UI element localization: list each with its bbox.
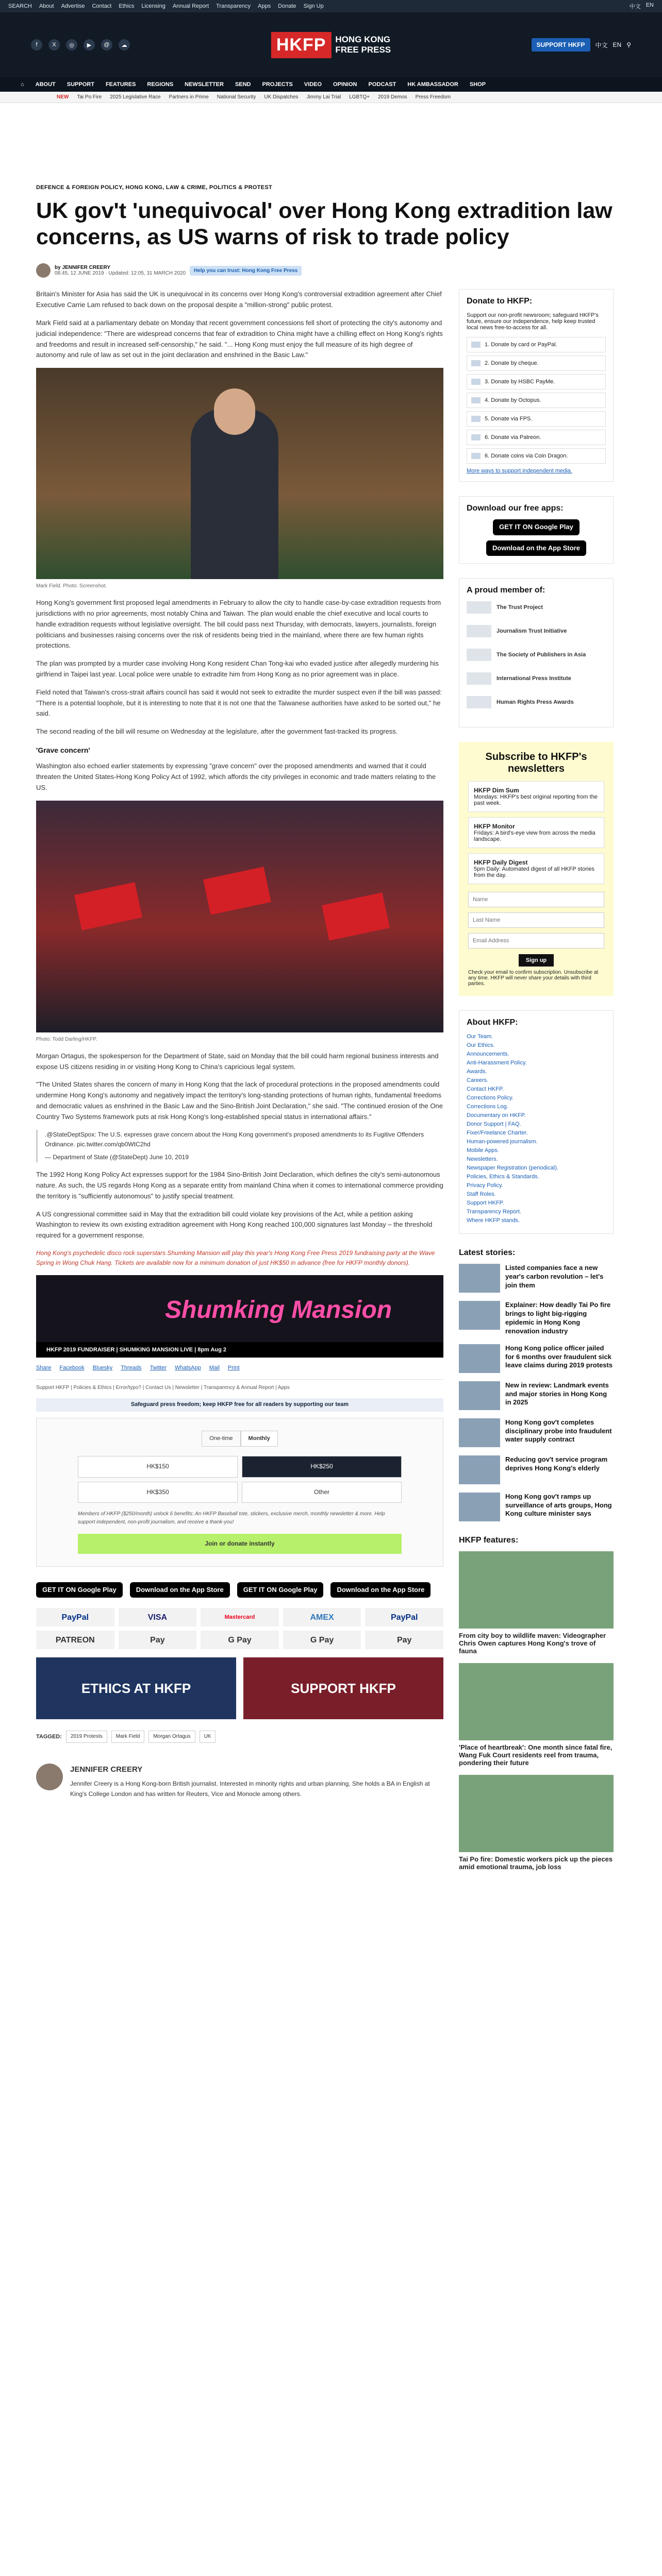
story-thumbnail bbox=[459, 1418, 500, 1447]
nav-shop[interactable]: SHOP bbox=[469, 81, 486, 88]
donate-option[interactable]: 2. Donate by cheque. bbox=[467, 355, 606, 371]
amount-option[interactable]: HK$150 bbox=[78, 1456, 238, 1477]
join-donate-button[interactable]: Join or donate instantly bbox=[78, 1534, 402, 1554]
latest-story[interactable] bbox=[459, 1301, 614, 1336]
ticker-item[interactable]: Tai Po Fire bbox=[77, 94, 102, 100]
about-link[interactable]: Mobile Apps. bbox=[467, 1147, 499, 1154]
app-store-badge[interactable]: Download on the App Store bbox=[130, 1582, 230, 1598]
newsletter-option[interactable]: HKFP Daily Digest 5pm Daily: Automated digest of all HKFP stories from the day. bbox=[468, 853, 604, 884]
header-lang-en[interactable]: EN bbox=[613, 41, 622, 48]
header-lang-zh[interactable]: 中文 bbox=[595, 41, 608, 49]
donate-widget bbox=[36, 1418, 443, 1567]
story-thumbnail bbox=[459, 1264, 500, 1293]
ticker-item[interactable]: UK Dispatches bbox=[264, 94, 299, 100]
ipi-logo bbox=[467, 672, 491, 685]
top-licensing[interactable]: Licensing bbox=[141, 3, 166, 9]
fundraiser-banner[interactable] bbox=[36, 1275, 443, 1358]
paragraph: The 1992 Hong Kong Policy Act expresses support for the 1984 Sino-British Joint Declaration, which defines the city's semi-autonomous nature. As such, the US regards Hong Kong as a separate entity from mainland China when it comes to international commerce providing the territory is "sufficiently autonomous" to justify special treatment. bbox=[36, 1171, 443, 1200]
story-title: Explainer: How deadly Tai Po fire brings to light big-rigging epidemic in Hong Kong renovation industry bbox=[505, 1301, 611, 1335]
top-annual[interactable]: Annual Report bbox=[172, 3, 209, 9]
mastercard-icon[interactable]: Mastercard bbox=[201, 1608, 279, 1626]
ethics-promo[interactable]: ETHICS AT HKFP bbox=[36, 1657, 236, 1719]
paragraph: The plan was prompted by a murder case involving Hong Kong resident Chan Tong-kai who evaded justice after allegedly murdering his girlfriend in Taipei last year. Local police were unable to extradite him from Hong Kong as no prior agreement was in place. bbox=[36, 659, 439, 679]
top-apps[interactable]: Apps bbox=[258, 3, 271, 9]
story-title: Listed companies face a new year's carbon revolution – let's join them bbox=[505, 1264, 604, 1289]
about-link[interactable]: Anti-Harassment Policy. bbox=[467, 1060, 527, 1066]
donate-option[interactable]: 6. Donate via Patreon. bbox=[467, 430, 606, 445]
apps-card bbox=[459, 496, 614, 564]
feature-image bbox=[459, 1551, 614, 1629]
share-print[interactable]: Print bbox=[227, 1365, 240, 1371]
paragraph: A US congressional committee said in May that the extradition bill could violate key provisions of the Act, while a petition asking Washington to review its own existing extradition agreement with Hong Kong reached 100,000 signatures last Monday – the threshold required for a government response. bbox=[36, 1210, 433, 1240]
share-whatsapp[interactable]: WhatsApp bbox=[174, 1365, 201, 1371]
x-icon[interactable]: X bbox=[48, 39, 60, 50]
apple-pay-icon[interactable]: Pay bbox=[365, 1631, 443, 1649]
about-card bbox=[459, 1010, 614, 1234]
story-thumbnail bbox=[459, 1381, 500, 1410]
ticker-item[interactable]: National Security bbox=[217, 94, 256, 100]
donate-option[interactable]: 3. Donate by HSBC PayMe. bbox=[467, 374, 606, 389]
latest-stories bbox=[459, 1248, 614, 1521]
share-facebook[interactable]: Facebook bbox=[59, 1365, 85, 1371]
about-link[interactable]: Where HKFP stands. bbox=[467, 1217, 520, 1224]
google-pay-icon[interactable]: G Pay bbox=[201, 1631, 279, 1649]
paragraph: Washington also echoed earlier statements by expressing "grave concern" over the proposed amendments and warned that it could threaten the United States-Hong Kong Policy Act of 1992, which affords the city privileges in economic and trade matters relating to the US. bbox=[36, 762, 436, 791]
article-dates: 08:45, 12 JUNE 2019 · Updated: 12:05, 31 MARCH 2020 bbox=[55, 270, 186, 277]
member-item[interactable]: Journalism Trust Initiative bbox=[467, 625, 606, 637]
support-hkfp-button[interactable]: SUPPORT HKFP bbox=[532, 38, 590, 52]
share-twitter[interactable]: Twitter bbox=[150, 1365, 167, 1371]
latest-story[interactable] bbox=[459, 1381, 614, 1410]
feature-title: Tai Po fire: Domestic workers pick up the pieces amid emotional trauma, job loss bbox=[459, 1855, 613, 1871]
feature-title: 'Place of heartbreak': One month since fatal fire, Wang Fuk Court residents reel from trauma, pondering their future bbox=[459, 1743, 613, 1767]
photo-caption: Photo: Todd Darling/HKFP. bbox=[36, 1036, 97, 1042]
about-link[interactable]: Transparency Report. bbox=[467, 1209, 521, 1215]
about-link[interactable]: Documentary on HKFP. bbox=[467, 1112, 526, 1119]
share-label: Share bbox=[36, 1365, 52, 1371]
toggle-monthly[interactable]: Monthly bbox=[241, 1431, 278, 1447]
jti-logo bbox=[467, 625, 491, 637]
main-nav bbox=[0, 77, 662, 92]
amount-option[interactable]: HK$350 bbox=[78, 1482, 238, 1503]
article-title: UK gov't 'unequivocal' over Hong Kong extradition law concerns, as US warns of risk to trade policy bbox=[36, 198, 613, 249]
donate-option[interactable]: 1. Donate by card or PayPal. bbox=[467, 337, 606, 352]
member-item[interactable]: The Society of Publishers in Asia bbox=[467, 649, 606, 661]
top-about[interactable]: About bbox=[39, 3, 54, 9]
help-trust-button[interactable]: Help you can trust: Hong Kong Free Press bbox=[190, 266, 302, 276]
hrpa-logo bbox=[467, 696, 491, 708]
story-thumbnail bbox=[459, 1301, 500, 1330]
tag[interactable]: 2019 Protests bbox=[66, 1731, 107, 1743]
about-link[interactable]: Human-powered journalism. bbox=[467, 1139, 538, 1145]
article-body bbox=[36, 289, 443, 1878]
facebook-icon[interactable]: f bbox=[31, 39, 42, 50]
feature-story[interactable] bbox=[459, 1663, 614, 1767]
nav-ambassador[interactable]: HK AMBASSADOR bbox=[407, 81, 458, 88]
about-link[interactable]: Corrections Log. bbox=[467, 1104, 508, 1110]
feature-story[interactable] bbox=[459, 1775, 614, 1871]
newsletter-signup bbox=[459, 742, 614, 996]
paragraph: The second reading of the bill will resume on Wednesday at the legislature, after the government fast-tracked its progress. bbox=[36, 727, 398, 736]
feature-image bbox=[459, 1775, 614, 1852]
article-categories[interactable]: DEFENCE & FOREIGN POLICY, HONG KONG, LAW & CRIME, POLITICS & PROTEST bbox=[36, 184, 272, 191]
bluesky-icon[interactable]: ☁ bbox=[119, 39, 130, 50]
author-avatar bbox=[36, 1764, 63, 1790]
ticker-item[interactable]: LGBTQ+ bbox=[349, 94, 370, 100]
features bbox=[459, 1536, 614, 1871]
photo-caption: Mark Field. Photo: Screenshot. bbox=[36, 583, 107, 589]
about-link[interactable]: Fixer/Freelance Charter. bbox=[467, 1130, 528, 1137]
fundraiser-note: Hong Kong's psychedelic disco rock superstars Shumking Mansion will play this year's Hong Kong Free Press 2019 fundraising party at the Wave Spring in Wong Chuk Hang. Tickets are available now for a minimum donation of just HK$50 in advance (free for HKFP monthly donors). bbox=[36, 1249, 435, 1267]
newsletter-option[interactable]: HKFP Dim Sum Mondays: HKFP's best original reporting from the past week. bbox=[468, 781, 604, 812]
google-play-badge[interactable]: GET IT ON Google Play bbox=[237, 1582, 324, 1598]
nav-regions[interactable]: REGIONS bbox=[147, 81, 174, 88]
app-store-badge[interactable]: Download on the App Store bbox=[330, 1582, 431, 1598]
tag[interactable]: Mark Field bbox=[111, 1731, 145, 1743]
nav-opinion[interactable]: OPINION bbox=[333, 81, 357, 88]
ticker-item[interactable]: Partners in Prime bbox=[169, 94, 209, 100]
story-title: Hong Kong gov't completes disciplinary probe into fraudulent water supply contract bbox=[505, 1418, 612, 1444]
nav-home-icon[interactable]: ⌂ bbox=[21, 81, 24, 88]
story-title: Reducing gov't service program deprives Hong Kong's elderly bbox=[505, 1455, 608, 1472]
logo-box: HKFP bbox=[271, 32, 332, 58]
tweet-text: .@StateDeptSpox: The U.S. expresses grave concern about the Hong Kong government's proposed amendments to its Fugitive Offenders Ordinance. pic.twitter.com/qb0WtC2hd bbox=[45, 1130, 424, 1148]
mark-field-photo bbox=[36, 368, 443, 579]
story-thumbnail bbox=[459, 1455, 500, 1484]
feature-story[interactable] bbox=[459, 1551, 614, 1655]
latest-title: Latest stories: bbox=[459, 1248, 516, 1258]
app-store-badge[interactable]: Download on the App Store bbox=[486, 540, 586, 556]
about-link[interactable]: Privacy Policy. bbox=[467, 1182, 503, 1189]
about-link[interactable]: Awards. bbox=[467, 1069, 487, 1075]
tag[interactable]: Morgan Ortagus bbox=[148, 1731, 195, 1743]
ticker-item[interactable]: Press Freedom bbox=[415, 94, 451, 100]
feature-title: From city boy to wildlife maven: Videographer Chris Owen captures Hong Kong's trove of fauna bbox=[459, 1631, 606, 1655]
logo-text: HONG KONG FREE PRESS bbox=[335, 35, 391, 55]
author-box-name[interactable]: JENNIFER CREERY bbox=[70, 1765, 143, 1774]
nav-about[interactable]: ABOUT bbox=[35, 81, 56, 88]
amex-icon[interactable]: AMEX bbox=[283, 1608, 361, 1626]
share-bluesky[interactable]: Bluesky bbox=[92, 1365, 113, 1371]
paragraph: Hong Kong's government first proposed legal amendments in February to allow the city to handle case-by-case extradition requests from jurisdictions with no prior agreements, most notably China and Taiwan. The plan would enable the chief executive and local courts to handle extradition requests without legislative oversight. The bill could pass next Thursday, with democrats, lawyers, journalists, foreign politicians and businesses raising concerns over the risk of residents being tried in the mainland, where there are few human rights protections. bbox=[36, 599, 441, 650]
banner-title: Shumking Mansion bbox=[165, 1296, 392, 1324]
donate-note: Members of HKFP ($250/month) unlock 6 benefits: An HKFP Baseball tote, stickers, exclusive merch, monthly newsletter & more. Help support independent, non-profit journalism, and receive a thank-you! bbox=[78, 1511, 385, 1525]
donate-card bbox=[459, 289, 614, 482]
donate-option[interactable]: 4. Donate by Octopus. bbox=[467, 393, 606, 408]
member-item[interactable]: The Trust Project bbox=[467, 601, 606, 614]
latest-story[interactable] bbox=[459, 1418, 614, 1447]
top-donate[interactable]: Donate bbox=[278, 3, 296, 9]
top-bar bbox=[0, 0, 662, 12]
subs-title: Subscribe to HKFP's newsletters bbox=[485, 751, 587, 775]
donate-option[interactable]: 6. Donate coins via Coin Dragon. bbox=[467, 448, 606, 464]
ticker-item[interactable]: Jimmy Lai Trial bbox=[306, 94, 341, 100]
author-name[interactable]: by JENNIFER CREERY bbox=[55, 265, 110, 271]
story-thumbnail bbox=[459, 1493, 500, 1521]
about-title: About HKFP: bbox=[467, 1018, 518, 1027]
about-link[interactable]: Policies, Ethics & Standards. bbox=[467, 1174, 539, 1180]
site-header bbox=[0, 12, 662, 77]
donate-title: Donate to HKFP: bbox=[467, 297, 533, 306]
nav-video[interactable]: VIDEO bbox=[304, 81, 322, 88]
about-link[interactable]: Our Ethics. bbox=[467, 1042, 495, 1049]
threads-icon[interactable]: @ bbox=[101, 39, 112, 50]
lang-zh[interactable]: 中文 bbox=[629, 4, 641, 10]
donate-more-link[interactable]: More ways to support independent media. bbox=[467, 468, 572, 474]
features-title: HKFP features: bbox=[459, 1535, 519, 1545]
about-link[interactable]: Careers. bbox=[467, 1077, 489, 1084]
google-pay-icon[interactable]: G Pay bbox=[283, 1631, 361, 1649]
google-play-badge[interactable]: GET IT ON Google Play bbox=[493, 519, 580, 535]
latest-story[interactable] bbox=[459, 1455, 614, 1484]
about-link[interactable]: Newspaper Registration (periodical). bbox=[467, 1165, 558, 1172]
about-link[interactable]: Announcements. bbox=[467, 1051, 509, 1058]
top-ethics[interactable]: Ethics bbox=[119, 3, 135, 9]
top-advertise[interactable]: Advertise bbox=[61, 3, 85, 9]
patreon-icon[interactable]: PATREON bbox=[36, 1631, 114, 1649]
sopa-logo bbox=[467, 649, 491, 661]
about-link[interactable]: Contact HKFP. bbox=[467, 1086, 504, 1093]
member-item[interactable]: International Press Institute bbox=[467, 672, 606, 685]
banner-bar: HKFP 2019 FUNDRAISER | SHUMKING MANSION LIVE | 8pm Aug 2 bbox=[36, 1342, 443, 1358]
share-row bbox=[36, 1364, 443, 1373]
amount-other[interactable]: Other bbox=[242, 1482, 402, 1503]
nav-send[interactable]: SEND bbox=[235, 81, 251, 88]
last-name-field[interactable] bbox=[468, 912, 604, 928]
nav-features[interactable]: FEATURES bbox=[105, 81, 136, 88]
about-link[interactable]: Our Team. bbox=[467, 1033, 493, 1040]
share-mail[interactable]: Mail bbox=[209, 1365, 220, 1371]
name-field[interactable] bbox=[468, 892, 604, 907]
story-title: Hong Kong police officer jailed for 6 months over fraudulent sick leave claims during 2019 protests bbox=[505, 1344, 613, 1369]
ticker-item[interactable]: 2019 Demos bbox=[377, 94, 407, 100]
proud-title: A proud member of: bbox=[467, 586, 545, 595]
site-logo[interactable] bbox=[271, 32, 391, 58]
trust-project-logo bbox=[467, 601, 491, 614]
lang-en[interactable]: EN bbox=[646, 2, 654, 8]
paragraph: Mark Field said at a parliamentary debate on Monday that recent government concessions fell short of protecting the city's autonomy and judicial independence: "There are widespread concerns that fear of extradition to China might have a chilling effect on Hong Kong's rights and freedoms and result in increased self-censorship," he said. "... Hong Kong must enjoy the full measure of its high degree of autonomy and rule of law as set out in the joint declaration and enshrined in the Basic Law." bbox=[36, 319, 443, 359]
latest-story[interactable] bbox=[459, 1264, 614, 1293]
app-badges bbox=[36, 1582, 443, 1598]
paragraph: Field noted that Taiwan's cross-strait affairs council has said it would not seek to extradite the murder suspect even if the bill was passed: "There is a potential loophole, but it is interesting to note that it is not one that the Taiwanese authorities have asked to be sorted out," he said. bbox=[36, 688, 442, 718]
latest-story[interactable] bbox=[459, 1493, 614, 1521]
author-avatar bbox=[36, 263, 51, 278]
youtube-icon[interactable]: ▶ bbox=[84, 39, 95, 50]
top-search[interactable]: SEARCH bbox=[8, 3, 32, 9]
about-link[interactable]: Corrections Policy. bbox=[467, 1095, 514, 1101]
search-icon[interactable]: ⚲ bbox=[626, 41, 631, 48]
about-link[interactable]: Staff Roles. bbox=[467, 1191, 496, 1198]
nav-projects[interactable]: PROJECTS bbox=[262, 81, 293, 88]
support-promo[interactable]: SUPPORT HKFP bbox=[243, 1657, 443, 1719]
tweet-author: — Department of State (@StateDept) June 10, 2019 bbox=[45, 1153, 189, 1161]
latest-story[interactable] bbox=[459, 1344, 614, 1373]
member-item[interactable]: Human Rights Press Awards bbox=[467, 696, 606, 708]
protest-photo bbox=[36, 801, 443, 1032]
story-thumbnail bbox=[459, 1344, 500, 1373]
sidebar bbox=[459, 289, 614, 1878]
author-box bbox=[36, 1764, 443, 1799]
signup-button[interactable]: Sign up bbox=[519, 954, 554, 967]
ticker-label: NEW bbox=[57, 94, 69, 100]
embedded-tweet[interactable] bbox=[36, 1130, 443, 1163]
feature-image bbox=[459, 1663, 614, 1740]
author-bio: Jennifer Creery is a Hong Kong-born British journalist. Interested in minority rights and urban planning, She holds a BA in English at King's College London and has written for Reuters, Vice and Monocle among others. bbox=[70, 1780, 430, 1798]
paragraph: "The United States shares the concern of many in Hong Kong that the lack of procedural protections in the proposed amendments could undermine Hong Kong's autonomy and negatively impact the territory's long-standing protections of human rights, fundamental freedoms and democratic values as enshrined in the Basic Law and the Sino-British Joint Declaration," she said. "The continued erosion of the One Country Two Systems framework puts at risk Hong Kong's long-established special status in international affairs." bbox=[36, 1080, 443, 1121]
top-signup[interactable]: Sign Up bbox=[303, 3, 324, 9]
tag[interactable]: UK bbox=[200, 1731, 216, 1743]
section-heading: 'Grave concern' bbox=[36, 746, 90, 755]
paypal-icon[interactable]: PayPal bbox=[36, 1608, 114, 1626]
topic-ticker bbox=[0, 92, 662, 103]
donate-option[interactable]: 5. Donate via FPS. bbox=[467, 411, 606, 427]
story-title: Hong Kong gov't ramps up surveillance of arts groups, Hong Kong culture minister says bbox=[505, 1492, 612, 1518]
newsletter-option[interactable]: HKFP Monitor Fridays: A bird's-eye view from across the media landscape. bbox=[468, 817, 604, 848]
support-links[interactable]: Support HKFP | Policies & Ethics | Error/typo? | Contact Us | Newsletter | Transparency & Annual Report | Apps bbox=[36, 1379, 443, 1392]
story-title: New in review: Landmark events and major stories in Hong Kong in 2025 bbox=[505, 1381, 609, 1406]
amount-option-selected[interactable]: HK$250 bbox=[242, 1456, 402, 1477]
top-transparency[interactable]: Transparency bbox=[216, 3, 251, 9]
apps-title: Download our free apps: bbox=[467, 504, 564, 513]
donate-intro: Support our non-profit newsroom; safeguard HKFP's future, ensure our independence, help keep trusted local news free-to-access for all. bbox=[467, 312, 599, 331]
tags-row bbox=[36, 1731, 443, 1743]
google-play-badge[interactable]: GET IT ON Google Play bbox=[36, 1582, 123, 1598]
safeguard-banner[interactable]: Safeguard press freedom; keep HKFP free for all readers by supporting our team bbox=[36, 1398, 443, 1412]
about-link[interactable]: Support HKFP. bbox=[467, 1200, 504, 1207]
byline bbox=[36, 263, 626, 278]
nav-newsletter[interactable]: NEWSLETTER bbox=[185, 81, 224, 88]
promo-tiles bbox=[36, 1657, 443, 1719]
paypal-icon[interactable]: PayPal bbox=[365, 1608, 443, 1626]
subs-note: Check your email to confirm subscription. Unsubscribe at any time. HKFP will never share your details with third parties. bbox=[468, 970, 599, 987]
nav-podcast[interactable]: PODCAST bbox=[368, 81, 396, 88]
payment-methods bbox=[36, 1608, 443, 1649]
paragraph: Britain's Minister for Asia has said the UK is unequivocal in its concerns over Hong Kong's controversial extradition agreement after Chief Executive Carrie Lam refused to back down on the proposal despite a "million-strong" public protest. bbox=[36, 290, 442, 309]
member-of-card bbox=[459, 578, 614, 727]
about-link[interactable]: Newsletters. bbox=[467, 1156, 498, 1163]
top-contact[interactable]: Contact bbox=[92, 3, 112, 9]
paragraph: Morgan Ortagus, the spokesperson for the Department of State, said on Monday that the bill could harm regional business interests and expose US citizens residing in or visiting Hong Kong to China's capricious legal system. bbox=[36, 1052, 439, 1071]
tags-label: TAGGED: bbox=[36, 1733, 62, 1740]
visa-icon[interactable]: VISA bbox=[119, 1608, 197, 1626]
instagram-icon[interactable]: ◎ bbox=[66, 39, 77, 50]
nav-support[interactable]: SUPPORT bbox=[67, 81, 94, 88]
ticker-item[interactable]: 2025 Legislative Race bbox=[110, 94, 161, 100]
apple-pay-icon[interactable]: Pay bbox=[119, 1631, 197, 1649]
share-threads[interactable]: Threads bbox=[121, 1365, 142, 1371]
about-link[interactable]: Donor Support | FAQ. bbox=[467, 1121, 521, 1128]
email-field[interactable] bbox=[468, 933, 604, 948]
toggle-one-time[interactable]: One-time bbox=[202, 1431, 240, 1447]
